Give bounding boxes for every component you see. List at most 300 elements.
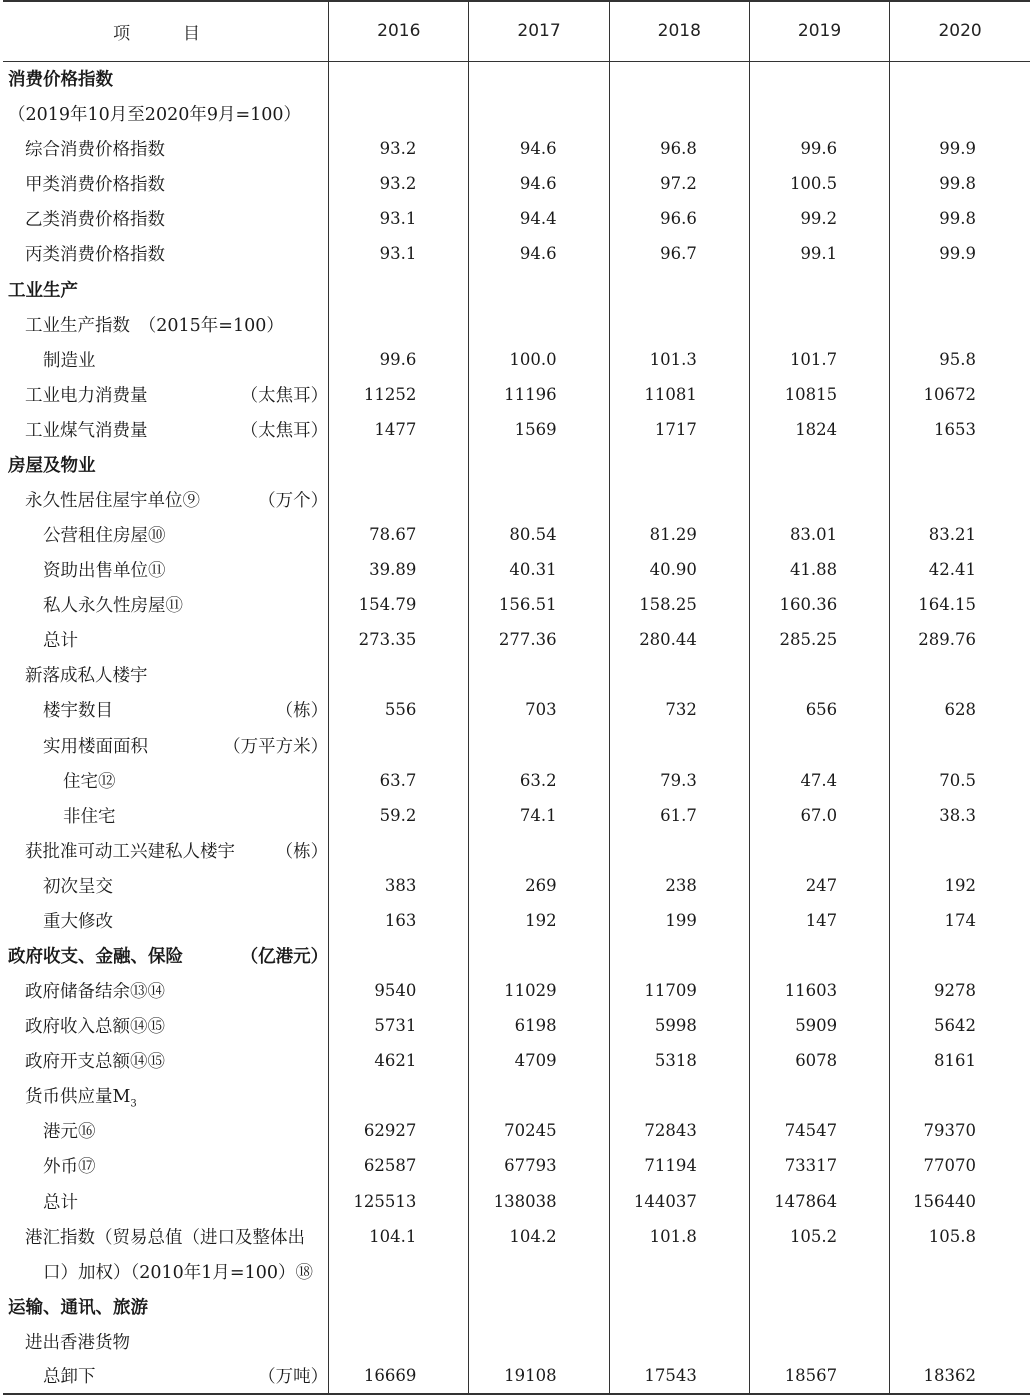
value-cell-2018: 158.25	[609, 587, 749, 622]
row-label-cell	[3, 727, 329, 762]
value-cell-2016	[329, 833, 469, 868]
value-cell-2020: 70.5	[890, 763, 1030, 798]
value-cell-2020	[890, 61, 1030, 96]
value-cell-2017	[469, 1078, 609, 1113]
value-cell-2019: 100.5	[749, 166, 889, 201]
value-cell-2019: 18567	[749, 1359, 889, 1394]
row-label: 非住宅	[63, 806, 116, 827]
value-cell-2016	[329, 1324, 469, 1359]
table-row	[3, 1359, 1030, 1394]
value-cell-2016	[329, 96, 469, 131]
row-label: 丙类消费价格指数	[25, 245, 165, 266]
table-row	[3, 412, 1030, 447]
row-label: 获批准可动工兴建私人楼宇	[25, 841, 235, 862]
value-cell-2020: 5642	[890, 1008, 1030, 1043]
row-label-cell	[3, 96, 329, 131]
value-cell-2019: 73317	[749, 1148, 889, 1183]
row-label-cell	[3, 342, 329, 377]
value-cell-2018: 732	[609, 692, 749, 727]
value-cell-2020: 99.9	[890, 131, 1030, 166]
value-cell-2017: 63.2	[469, 763, 609, 798]
table-row	[3, 1148, 1030, 1183]
header-item: 项 目	[3, 1, 329, 61]
value-cell-2019	[749, 447, 889, 482]
row-label-cell	[3, 307, 329, 342]
row-unit: （万个）	[258, 490, 329, 511]
value-cell-2018: 81.29	[609, 517, 749, 552]
table-row	[3, 692, 1030, 727]
row-label: 公营租住房屋⑩	[43, 526, 166, 547]
table-row	[3, 727, 1030, 762]
value-cell-2018: 96.8	[609, 131, 749, 166]
row-label-cell	[3, 201, 329, 236]
value-cell-2017	[469, 1289, 609, 1324]
value-cell-2020: 95.8	[890, 342, 1030, 377]
value-cell-2020: 79370	[890, 1113, 1030, 1148]
row-label-cell	[3, 1148, 329, 1183]
value-cell-2018	[609, 727, 749, 762]
value-cell-2016: 63.7	[329, 763, 469, 798]
value-cell-2019	[749, 657, 889, 692]
table-row	[3, 1008, 1030, 1043]
value-cell-2019: 41.88	[749, 552, 889, 587]
row-label-cell	[3, 236, 329, 271]
value-cell-2020: 99.8	[890, 201, 1030, 236]
header-row	[3, 1, 1030, 61]
row-label-cell	[3, 412, 329, 447]
table-row	[3, 1113, 1030, 1148]
value-cell-2018: 144037	[609, 1184, 749, 1219]
value-cell-2020: 174	[890, 903, 1030, 938]
value-cell-2019: 10815	[749, 377, 889, 412]
row-label-cell	[3, 131, 329, 166]
row-label: 实用楼面面积	[43, 736, 148, 757]
row-label-cell	[3, 377, 329, 412]
value-cell-2017	[469, 727, 609, 762]
value-cell-2017	[469, 271, 609, 306]
row-label-cell	[3, 1324, 329, 1359]
value-cell-2018	[609, 1254, 749, 1289]
value-cell-2016	[329, 271, 469, 306]
value-cell-2018: 101.8	[609, 1219, 749, 1254]
value-cell-2019: 11603	[749, 973, 889, 1008]
table-body	[3, 61, 1030, 1394]
row-label: 甲类消费价格指数	[25, 175, 165, 196]
table-row	[3, 622, 1030, 657]
row-label-cell	[3, 657, 329, 692]
value-cell-2019: 105.2	[749, 1219, 889, 1254]
value-cell-2019: 147	[749, 903, 889, 938]
value-cell-2016	[329, 938, 469, 973]
row-label: 楼宇数目	[43, 701, 113, 722]
value-cell-2016	[329, 727, 469, 762]
value-cell-2017: 67793	[469, 1148, 609, 1183]
value-cell-2020: 289.76	[890, 622, 1030, 657]
table-row	[3, 271, 1030, 306]
table-row	[3, 96, 1030, 131]
value-cell-2018	[609, 61, 749, 96]
row-label: 永久性居住屋宇单位⑨	[25, 490, 200, 511]
value-cell-2017: 11029	[469, 973, 609, 1008]
value-cell-2020	[890, 96, 1030, 131]
row-label: 港元⑯	[43, 1122, 96, 1143]
row-label: 乙类消费价格指数	[25, 210, 165, 231]
value-cell-2020: 1653	[890, 412, 1030, 447]
value-cell-2017	[469, 657, 609, 692]
header-year: 2019	[749, 1, 889, 61]
value-cell-2016: 39.89	[329, 552, 469, 587]
row-label: 住宅⑫	[63, 771, 116, 792]
row-label: 重大修改	[43, 911, 113, 932]
value-cell-2019	[749, 1324, 889, 1359]
value-cell-2017: 277.36	[469, 622, 609, 657]
value-cell-2016: 99.6	[329, 342, 469, 377]
row-unit: （万吨）	[258, 1367, 329, 1388]
value-cell-2019	[749, 833, 889, 868]
value-cell-2018	[609, 96, 749, 131]
value-cell-2018	[609, 657, 749, 692]
value-cell-2017	[469, 447, 609, 482]
row-label: 政府储备结余⑬⑭	[25, 982, 165, 1003]
value-cell-2018	[609, 1289, 749, 1324]
row-label: 政府收入总额⑭⑮	[25, 1017, 165, 1038]
value-cell-2020	[890, 657, 1030, 692]
value-cell-2019: 99.2	[749, 201, 889, 236]
row-label-cell	[3, 1219, 329, 1254]
value-cell-2016: 383	[329, 868, 469, 903]
value-cell-2017: 40.31	[469, 552, 609, 587]
row-label: 综合消费价格指数	[25, 140, 165, 161]
value-cell-2017: 94.6	[469, 131, 609, 166]
value-cell-2020	[890, 447, 1030, 482]
row-label-cell	[3, 166, 329, 201]
value-cell-2016: 93.2	[329, 131, 469, 166]
row-label-cell	[3, 271, 329, 306]
value-cell-2018: 11709	[609, 973, 749, 1008]
row-label-subscript: 3	[130, 1098, 137, 1110]
value-cell-2019: 656	[749, 692, 889, 727]
value-cell-2019	[749, 1289, 889, 1324]
value-cell-2018	[609, 271, 749, 306]
value-cell-2020: 164.15	[890, 587, 1030, 622]
value-cell-2018	[609, 938, 749, 973]
value-cell-2016	[329, 447, 469, 482]
value-cell-2016	[329, 482, 469, 517]
row-label-cell	[3, 482, 329, 517]
row-label: 总计	[43, 631, 78, 652]
value-cell-2019: 83.01	[749, 517, 889, 552]
row-label-cell	[3, 1008, 329, 1043]
row-unit: （太焦耳）	[240, 385, 329, 406]
row-unit: （栋）	[275, 701, 329, 722]
value-cell-2020: 156440	[890, 1184, 1030, 1219]
value-cell-2017	[469, 1254, 609, 1289]
row-label: 港汇指数（贸易总值（进口及整体出	[25, 1227, 305, 1248]
value-cell-2017	[469, 96, 609, 131]
value-cell-2017: 74.1	[469, 798, 609, 833]
row-label: （2019年10月至2020年9月=100）	[8, 105, 302, 126]
value-cell-2016	[329, 1289, 469, 1324]
table-row	[3, 763, 1030, 798]
row-label-cell	[3, 798, 329, 833]
value-cell-2019: 1824	[749, 412, 889, 447]
row-label-cell	[3, 868, 329, 903]
value-cell-2020: 18362	[890, 1359, 1030, 1394]
value-cell-2019: 6078	[749, 1043, 889, 1078]
value-cell-2018	[609, 833, 749, 868]
value-cell-2020: 83.21	[890, 517, 1030, 552]
value-cell-2017: 138038	[469, 1184, 609, 1219]
value-cell-2019	[749, 61, 889, 96]
row-label: 消费价格指数	[8, 70, 113, 91]
value-cell-2018: 11081	[609, 377, 749, 412]
table-row	[3, 868, 1030, 903]
table-row	[3, 903, 1030, 938]
value-cell-2016: 62927	[329, 1113, 469, 1148]
value-cell-2016	[329, 657, 469, 692]
value-cell-2018	[609, 482, 749, 517]
row-label: 工业生产	[8, 280, 78, 301]
value-cell-2019: 47.4	[749, 763, 889, 798]
value-cell-2019	[749, 938, 889, 973]
value-cell-2017	[469, 833, 609, 868]
row-label: 运输、通讯、旅游	[8, 1297, 148, 1318]
value-cell-2017: 269	[469, 868, 609, 903]
value-cell-2020: 77070	[890, 1148, 1030, 1183]
value-cell-2018	[609, 1324, 749, 1359]
table-row	[3, 973, 1030, 1008]
value-cell-2020: 192	[890, 868, 1030, 903]
value-cell-2016	[329, 307, 469, 342]
value-cell-2016: 62587	[329, 1148, 469, 1183]
row-label: 资助出售单位⑪	[43, 561, 166, 582]
value-cell-2017: 156.51	[469, 587, 609, 622]
table-row	[3, 1324, 1030, 1359]
header-year: 2020	[890, 1, 1030, 61]
row-label: 工业煤气消费量	[25, 420, 148, 441]
value-cell-2019	[749, 482, 889, 517]
row-unit: （亿港元）	[240, 946, 329, 967]
row-label-cell	[3, 1043, 329, 1078]
value-cell-2017: 19108	[469, 1359, 609, 1394]
value-cell-2017	[469, 61, 609, 96]
value-cell-2018: 79.3	[609, 763, 749, 798]
row-label-cell	[3, 1078, 329, 1113]
value-cell-2016: 273.35	[329, 622, 469, 657]
row-label-cell	[3, 587, 329, 622]
value-cell-2019	[749, 271, 889, 306]
value-cell-2019	[749, 96, 889, 131]
value-cell-2019: 67.0	[749, 798, 889, 833]
row-label: 总计	[43, 1192, 78, 1213]
row-label-cell	[3, 1254, 329, 1289]
value-cell-2017	[469, 307, 609, 342]
value-cell-2020: 38.3	[890, 798, 1030, 833]
row-label-cell	[3, 973, 329, 1008]
value-cell-2017: 80.54	[469, 517, 609, 552]
value-cell-2020	[890, 271, 1030, 306]
table-row	[3, 517, 1030, 552]
value-cell-2020: 105.8	[890, 1219, 1030, 1254]
value-cell-2017: 100.0	[469, 342, 609, 377]
row-label-cell	[3, 938, 329, 973]
value-cell-2017: 4709	[469, 1043, 609, 1078]
value-cell-2020	[890, 1078, 1030, 1113]
value-cell-2019: 99.1	[749, 236, 889, 271]
row-label: 房屋及物业	[8, 455, 96, 476]
value-cell-2016: 93.1	[329, 201, 469, 236]
value-cell-2020: 8161	[890, 1043, 1030, 1078]
value-cell-2016: 556	[329, 692, 469, 727]
row-label: 政府收支、金融、保险	[8, 946, 183, 967]
value-cell-2016: 125513	[329, 1184, 469, 1219]
value-cell-2016: 78.67	[329, 517, 469, 552]
value-cell-2017: 11196	[469, 377, 609, 412]
row-label: 政府开支总额⑭⑮	[25, 1052, 165, 1073]
value-cell-2019	[749, 727, 889, 762]
value-cell-2016: 93.2	[329, 166, 469, 201]
value-cell-2016: 9540	[329, 973, 469, 1008]
value-cell-2017: 192	[469, 903, 609, 938]
value-cell-2018: 17543	[609, 1359, 749, 1394]
value-cell-2016: 5731	[329, 1008, 469, 1043]
value-cell-2020	[890, 727, 1030, 762]
value-cell-2019	[749, 1254, 889, 1289]
value-cell-2017: 94.6	[469, 236, 609, 271]
value-cell-2018: 101.3	[609, 342, 749, 377]
value-cell-2017: 1569	[469, 412, 609, 447]
table-row	[3, 201, 1030, 236]
value-cell-2020	[890, 833, 1030, 868]
row-label: 工业生产指数 （2015年=100）	[25, 315, 284, 336]
table-row	[3, 1184, 1030, 1219]
row-label-cell	[3, 1184, 329, 1219]
row-label: 进出香港货物	[25, 1332, 130, 1353]
value-cell-2019: 147864	[749, 1184, 889, 1219]
value-cell-2017: 104.2	[469, 1219, 609, 1254]
value-cell-2020: 99.9	[890, 236, 1030, 271]
row-label-cell	[3, 1113, 329, 1148]
value-cell-2019: 285.25	[749, 622, 889, 657]
row-label: 总卸下	[43, 1367, 96, 1388]
value-cell-2019: 160.36	[749, 587, 889, 622]
table-row	[3, 552, 1030, 587]
value-cell-2020: 99.8	[890, 166, 1030, 201]
row-label: 初次呈交	[43, 876, 113, 897]
table-row	[3, 482, 1030, 517]
table-row	[3, 236, 1030, 271]
value-cell-2020: 10672	[890, 377, 1030, 412]
value-cell-2018: 40.90	[609, 552, 749, 587]
value-cell-2019: 247	[749, 868, 889, 903]
row-label-cell	[3, 622, 329, 657]
row-label-cell	[3, 903, 329, 938]
value-cell-2016: 16669	[329, 1359, 469, 1394]
row-label: 货币供应量M	[25, 1086, 131, 1107]
value-cell-2018: 280.44	[609, 622, 749, 657]
row-unit: （太焦耳）	[240, 420, 329, 441]
table-row	[3, 166, 1030, 201]
value-cell-2018: 238	[609, 868, 749, 903]
value-cell-2016	[329, 1078, 469, 1113]
value-cell-2018: 199	[609, 903, 749, 938]
value-cell-2017: 6198	[469, 1008, 609, 1043]
row-label: 新落成私人楼宇	[25, 666, 148, 687]
value-cell-2018: 5998	[609, 1008, 749, 1043]
table-row	[3, 131, 1030, 166]
row-label-cell	[3, 1359, 329, 1394]
value-cell-2016: 154.79	[329, 587, 469, 622]
value-cell-2019: 74547	[749, 1113, 889, 1148]
table-row	[3, 1219, 1030, 1254]
value-cell-2016: 4621	[329, 1043, 469, 1078]
value-cell-2018: 61.7	[609, 798, 749, 833]
value-cell-2019: 5909	[749, 1008, 889, 1043]
table-row	[3, 1078, 1030, 1113]
value-cell-2019: 101.7	[749, 342, 889, 377]
header-year: 2017	[469, 1, 609, 61]
value-cell-2017	[469, 938, 609, 973]
statistics-table	[3, 0, 1030, 1395]
table-row	[3, 61, 1030, 96]
value-cell-2020: 628	[890, 692, 1030, 727]
value-cell-2020	[890, 938, 1030, 973]
value-cell-2016: 93.1	[329, 236, 469, 271]
value-cell-2020	[890, 307, 1030, 342]
row-unit: （栋）	[275, 841, 329, 862]
table-row	[3, 657, 1030, 692]
row-unit: （万平方米）	[223, 736, 329, 757]
value-cell-2019	[749, 307, 889, 342]
value-cell-2018	[609, 447, 749, 482]
table-row	[3, 307, 1030, 342]
value-cell-2018: 72843	[609, 1113, 749, 1148]
table-row	[3, 938, 1030, 973]
value-cell-2017: 70245	[469, 1113, 609, 1148]
row-label-cell	[3, 833, 329, 868]
table-row	[3, 377, 1030, 412]
value-cell-2017	[469, 482, 609, 517]
row-label-cell	[3, 552, 329, 587]
table-row	[3, 1289, 1030, 1324]
row-label-cell	[3, 1289, 329, 1324]
value-cell-2017	[469, 1324, 609, 1359]
value-cell-2020	[890, 1289, 1030, 1324]
table-row	[3, 587, 1030, 622]
table-row	[3, 342, 1030, 377]
table-row	[3, 798, 1030, 833]
row-label: 外币⑰	[43, 1157, 96, 1178]
value-cell-2017: 703	[469, 692, 609, 727]
value-cell-2018: 71194	[609, 1148, 749, 1183]
value-cell-2018	[609, 1078, 749, 1113]
value-cell-2016: 104.1	[329, 1219, 469, 1254]
table-row	[3, 447, 1030, 482]
row-label: 私人永久性房屋⑪	[43, 596, 183, 617]
value-cell-2016	[329, 1254, 469, 1289]
row-label: 工业电力消费量	[25, 385, 148, 406]
row-label-cell	[3, 447, 329, 482]
header-year: 2018	[609, 1, 749, 61]
value-cell-2018: 96.6	[609, 201, 749, 236]
value-cell-2017: 94.6	[469, 166, 609, 201]
header-year: 2016	[329, 1, 469, 61]
value-cell-2017: 94.4	[469, 201, 609, 236]
row-label: 口）加权）（2010年1月=100）⑱	[43, 1262, 313, 1283]
value-cell-2018: 5318	[609, 1043, 749, 1078]
row-label-cell	[3, 763, 329, 798]
value-cell-2018: 96.7	[609, 236, 749, 271]
